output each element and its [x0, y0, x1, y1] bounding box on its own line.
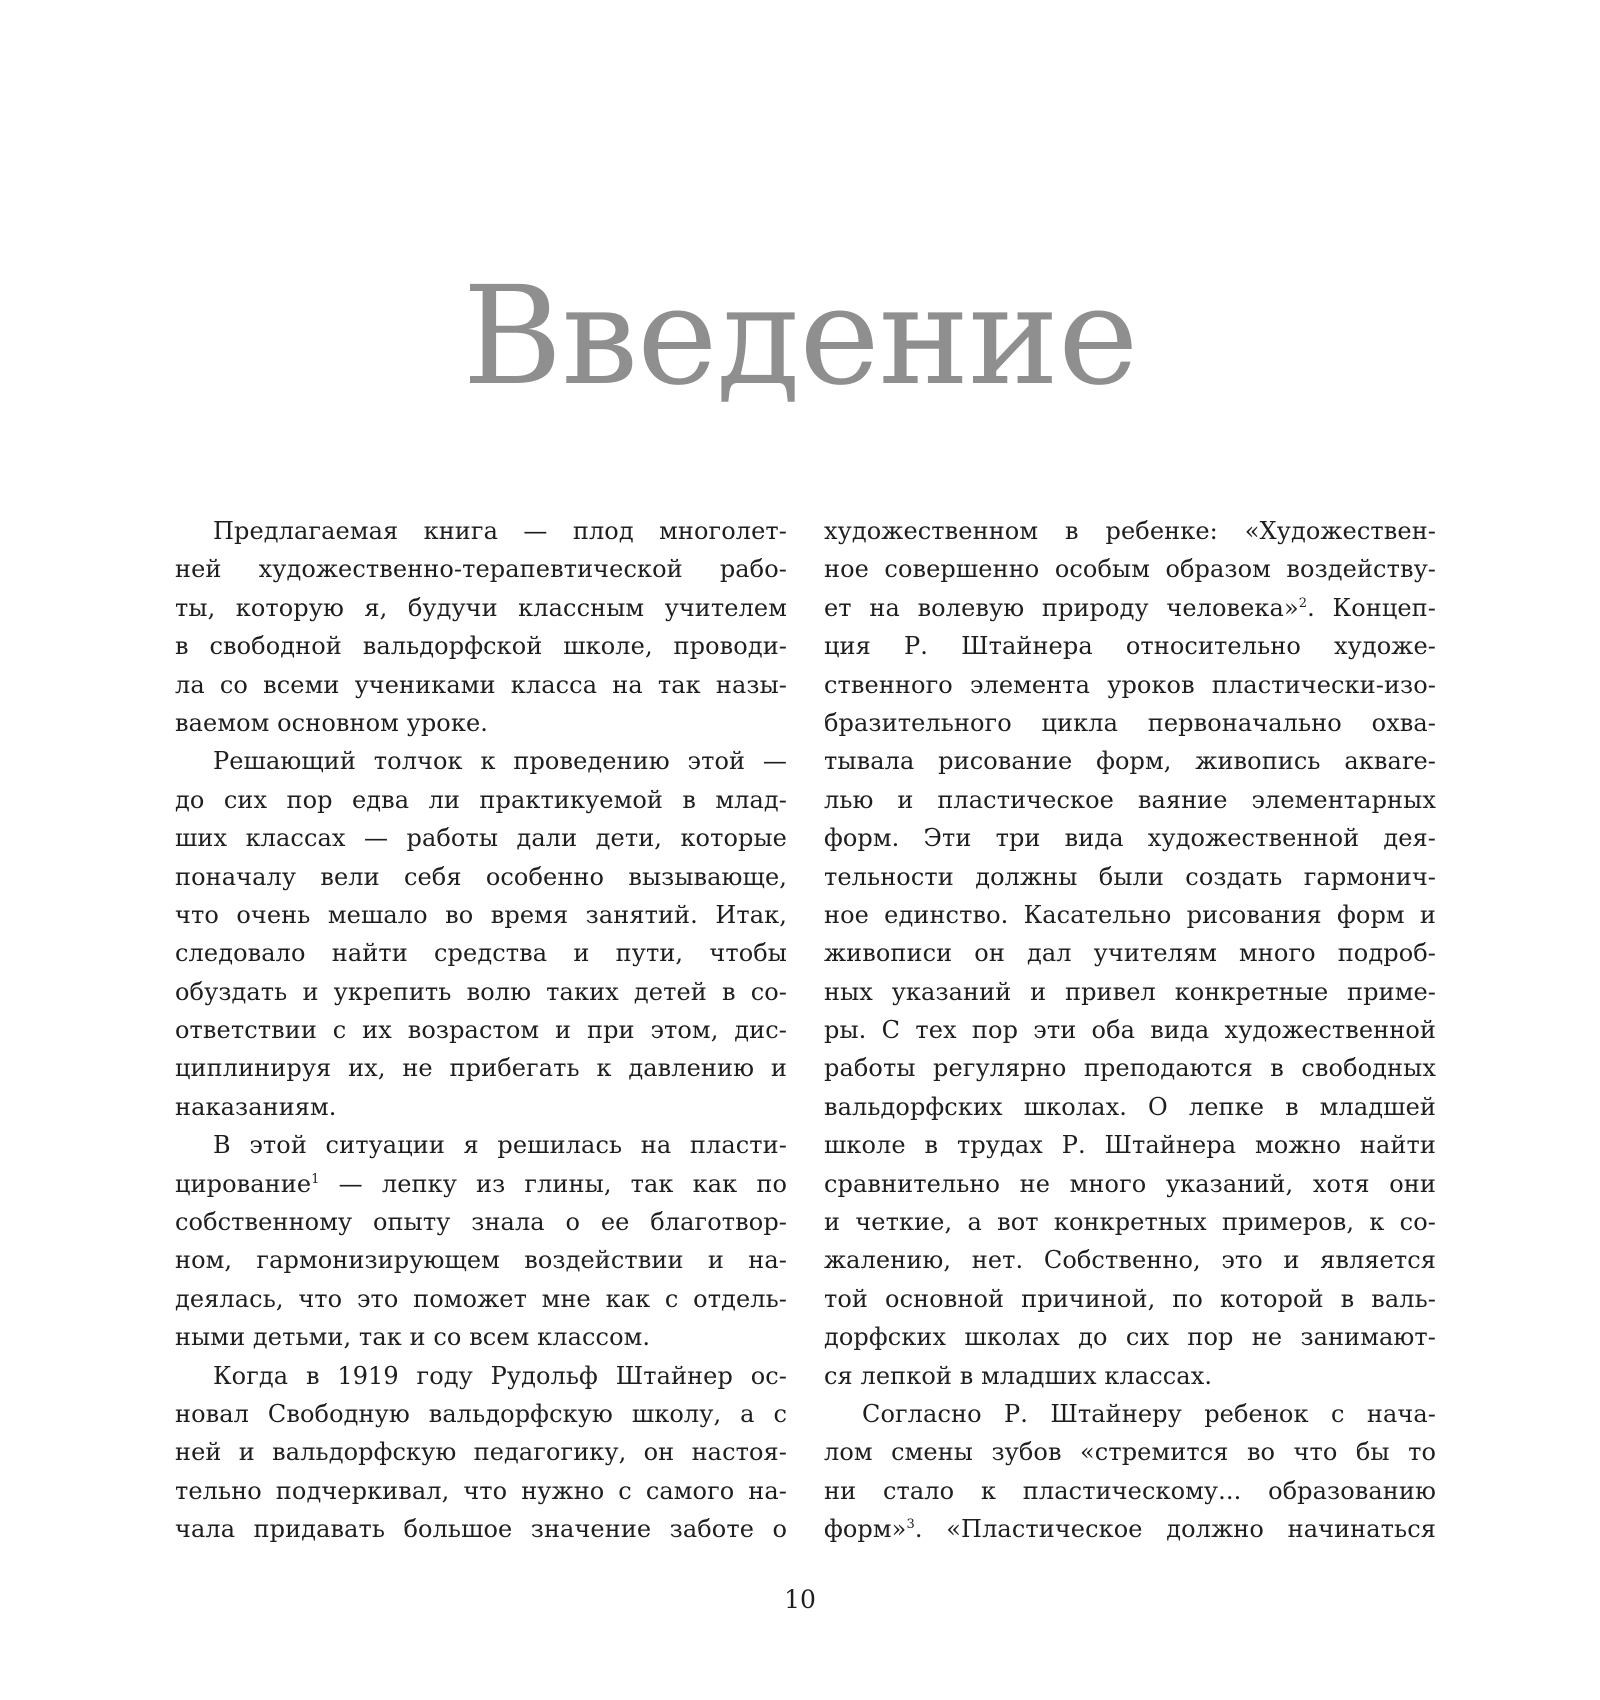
text-line: [824, 1280, 1436, 1318]
line-text: жалению, нет. Собственно, это и является: [824, 1246, 1436, 1275]
text-line: [175, 550, 787, 588]
line-text: Согласно Р. Штайнеру ребенок с нача-: [862, 1399, 1436, 1428]
text-line: [824, 550, 1436, 588]
line-text: сравнительно не много указаний, хотя они: [824, 1169, 1436, 1198]
text-line: [175, 627, 787, 665]
line-text: ты, которую я, будучи классным учителем: [175, 593, 787, 622]
line-text: Решающий толчок к проведению этой —: [213, 747, 787, 776]
line-text-continued: . Концеп-: [1307, 593, 1436, 622]
line-text: до сих пор едва ли практикуемой в млад-: [175, 785, 787, 814]
line-text: Предлагаемая книга — плод многолет-: [213, 517, 787, 545]
line-text: лом смены зубов «стремится во что бы то: [824, 1438, 1436, 1467]
text-line: [175, 1088, 787, 1126]
line-text: художественном в ребенке: «Художествен-: [824, 517, 1436, 545]
line-text: ными детьми, так и со всем классом.: [175, 1323, 651, 1352]
text-line: [824, 627, 1436, 665]
text-line: [175, 1357, 787, 1395]
line-text: новал Свободную вальдорфскую школу, а с: [175, 1399, 787, 1428]
line-text: наказаниям.: [175, 1092, 337, 1121]
text-line: [175, 819, 787, 857]
text-line: [824, 858, 1436, 896]
line-text: бразительного цикла первоначально охва-: [824, 708, 1436, 737]
line-text-continued: — лепку из глины, так как по: [319, 1169, 787, 1198]
text-line: [175, 1395, 787, 1433]
text-line: [175, 742, 787, 780]
line-text: ция Р. Штайнера относительно художе-: [824, 632, 1436, 661]
text-line: [824, 1357, 1436, 1395]
text-line: [824, 1318, 1436, 1356]
line-text: работы регулярно преподаются в свободных: [824, 1054, 1436, 1083]
footnote-marker: 2: [1298, 595, 1308, 611]
text-line: [175, 1203, 787, 1241]
text-line: [824, 819, 1436, 857]
text-line: [824, 781, 1436, 819]
line-text: чала придавать большое значение заботе о: [175, 1515, 787, 1542]
line-text-continued: . «Пластическое должно начинаться: [914, 1515, 1436, 1542]
line-text: тельности должны были создать гармонич-: [824, 862, 1436, 891]
line-text: дорфских школах до сих пор не занимают-: [824, 1323, 1436, 1352]
line-text: тывала рисование форм, живопись аквare-: [824, 747, 1436, 776]
footnote-marker: 1: [311, 1171, 320, 1187]
line-text: школе в трудах Р. Штайнера можно найти: [824, 1131, 1436, 1160]
text-line: [824, 666, 1436, 704]
line-text: собственному опыту знала о ее благотвор-: [175, 1208, 787, 1237]
text-line: [175, 1472, 787, 1510]
text-line: [824, 742, 1436, 780]
text-line: [175, 934, 787, 972]
text-line: [824, 1049, 1436, 1087]
text-line: [824, 1433, 1436, 1471]
line-text: ных указаний и привел конкретные приме-: [824, 977, 1436, 1006]
text-line: [824, 589, 1436, 627]
text-line: [175, 666, 787, 704]
line-text: ней и вальдорфскую педагогику, он настоя-: [175, 1438, 787, 1467]
line-text: ответствии с их возрастом и при этом, дис-: [175, 1016, 787, 1045]
line-text: ное совершенно особым образом воздейству-: [824, 555, 1436, 584]
text-line: [175, 1165, 787, 1203]
line-text: деялась, что это поможет мне как с отдель-: [175, 1284, 787, 1313]
text-line: [175, 1049, 787, 1087]
line-text: форм»: [824, 1515, 907, 1542]
text-line: [824, 704, 1436, 742]
text-line: [824, 1472, 1436, 1510]
line-text: ет на волевую природу человека»: [824, 593, 1299, 622]
line-text: циплинируя их, не прибегать к давлению и: [175, 1054, 787, 1083]
text-line: [175, 858, 787, 896]
line-text: ней художественно-терапевтической рабо-: [175, 555, 787, 584]
line-text: цирование: [175, 1169, 312, 1198]
text-line: [824, 1088, 1436, 1126]
line-text: ни стало к пластическому... образованию: [824, 1476, 1436, 1505]
line-text: ся лепкой в младших классах.: [824, 1361, 1213, 1390]
text-line: [175, 1318, 787, 1356]
line-text: ла со всеми учениками класса на так назы-: [175, 670, 787, 699]
line-text: вальдорфских школах. О лепке в младшей: [824, 1092, 1436, 1121]
text-line: [824, 1011, 1436, 1049]
text-line: [175, 1011, 787, 1049]
text-line: [175, 704, 787, 742]
text-line: [824, 1203, 1436, 1241]
text-line: [824, 1241, 1436, 1279]
text-line: [175, 589, 787, 627]
line-text: следовало найти средства и пути, чтобы: [175, 939, 787, 968]
text-line: [175, 973, 787, 1011]
page-number: 10: [784, 1585, 816, 1614]
text-line: [175, 1126, 787, 1164]
line-text: той основной причиной, по которой в валь-: [824, 1284, 1436, 1313]
line-text: и четкие, а вот конкретных примеров, к со-: [824, 1208, 1436, 1237]
line-text: Когда в 1919 году Рудольф Штайнер ос-: [213, 1361, 787, 1390]
line-text: В этой ситуации я решилась на пласти-: [213, 1131, 787, 1160]
text-line: [824, 973, 1436, 1011]
line-text: в свободной вальдорфской школе, проводи-: [175, 632, 787, 661]
line-text: ших классах — работы дали дети, которые: [175, 824, 787, 853]
line-text: обуздать и укрепить волю таких детей в со-: [175, 977, 787, 1006]
text-line: [175, 1280, 787, 1318]
line-text: тельно подчеркивал, что нужно с самого на-: [175, 1476, 787, 1505]
right-text-column: [824, 512, 1436, 1542]
text-line: [824, 934, 1436, 972]
text-line: [824, 1510, 1436, 1542]
text-line: [175, 1510, 787, 1542]
line-text: живописи он дал учителям много подроб-: [824, 939, 1436, 968]
line-text: что очень мешало во время занятий. Итак,: [175, 900, 787, 929]
chapter-title: Введение: [462, 258, 1138, 416]
text-line: [175, 1241, 787, 1279]
text-line: [824, 1126, 1436, 1164]
text-line: [175, 1433, 787, 1471]
text-line: [175, 896, 787, 934]
line-text: ваемом основном уроке.: [175, 708, 488, 737]
text-line: [824, 1395, 1436, 1433]
line-text: ры. С тех пор эти оба вида художественной: [824, 1016, 1436, 1045]
text-line: [824, 512, 1436, 550]
text-line: [824, 1165, 1436, 1203]
text-line: [824, 896, 1436, 934]
line-text: поначалу вели себя особенно вызывающе,: [175, 862, 787, 891]
text-line: [175, 512, 787, 550]
text-line: [175, 781, 787, 819]
left-text-column: [175, 512, 787, 1542]
line-text: ном, гармонизирующем воздействии и на-: [175, 1246, 787, 1275]
line-text: лью и пластическое ваяние элементарных: [824, 785, 1436, 814]
footnote-marker: 3: [906, 1517, 915, 1533]
line-text: ственного элемента уроков пластически-изо-: [824, 670, 1436, 699]
line-text: ное единство. Касательно рисования форм и: [824, 900, 1436, 929]
line-text: форм. Эти три вида художественной дея-: [824, 824, 1436, 853]
